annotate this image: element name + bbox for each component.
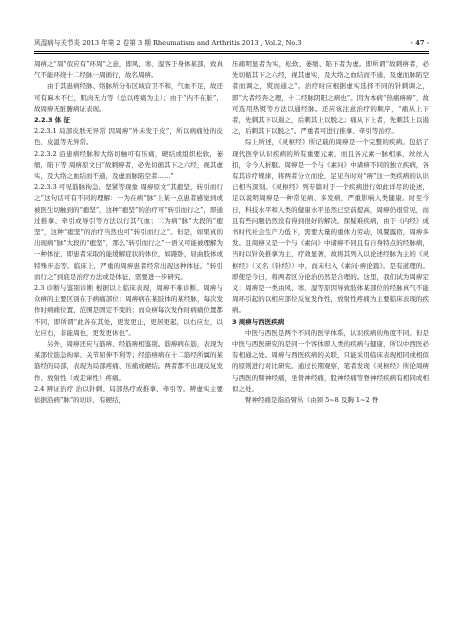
paragraph: 由于其患病经脉、络脉所分布区域营卫不和，气血不足，故还可有麻木不仁，肌肉无力等（总以疼痛为主）；由于“内不在脏”，故周痹无脏腑病证表现。 (34, 82, 223, 113)
section-heading: 2.2.3 体 征 (34, 116, 71, 125)
paragraph: 臂神经痛是指沿臂丛（由颈 5~8 及胸 1~2 脊 (245, 396, 379, 405)
paragraph: 另外，周痹还应与筋痹、经筋痹相鉴别。筋痹病在筋，表现为某部位筋急拘挛、关节屈伸不利等；经筋痹病在十二筋经所属的某筋经的局部，表现为局部疼痛、压痛或硬结。两者都不出现反复发作、放射性（或走窜性）疼痛。 (34, 340, 223, 382)
paragraph: 压痛明显者为实，松软、萎缩、陷下者为虚。即所谓“故刺痹者，必先切循其下之六经，视其虚实，及大络之血结而不通，及虚而脉陷空者而调之，熨而通之”。治疗时应根据虚实选择不同的针刺调之，即“大者经奔之理，十二经脉阴阳之病也”。因为本病“热痛痹痹”，故可选用热熨等方法以通经脉。还应该注意治疗的顺序，“痛从上下者，先刺其下以遏之，后刺其上以脱之；痛从下上者，先刺其上以遏之，后刺其下以脱之”。严重者可进行推拿、牵引等治疗。 (232, 60, 429, 136)
section-heading: 3 周痹与西医疾病 (232, 317, 285, 326)
paragraph: 中医与西医是两个不同的医学体系，认识疾病的角度不同。但是中医与西医研究的是同一个客体即人类的疾病与健康，所以中西医必有相通之处。周痹与西医疾病的关联，只能采用临床表现相同或相似的原则进行对比研究。通过长期观察，笔者发现《灵枢经》所论周痹与西医的臂神经痛，坐骨神经痛，股神经痛等脊神经疾病有相同或相似之处。 (232, 328, 429, 393)
header-rule-thin (34, 53, 429, 54)
section-paragraph: 2.3 诊断与鉴别诊断 根据以上临床表现，周痹不难诊断。周痹与众痹的主要区别在于病痛部位：周痹病在某肢体的某经脉，每次发作时病痛位置、范围是固定不变的；而众痹每次发作时病痛位置都不同，即所谓“此各在其处，更发更止，更居更起，以右应左，以左应右，非能周也，更发更休也”。 (34, 284, 223, 337)
section-paragraph: 2.4 辨证治疗 治以针刺、局部热疗或推拿、牵引等。辨虚实主要依据沿病“脉”的切诊，有硬结， (34, 384, 223, 405)
page-number: · 47 · (410, 39, 429, 47)
right-column (232, 59, 429, 406)
left-column (34, 59, 223, 406)
header-rule (34, 51, 429, 52)
paragraph: 综上所述，《灵枢经》所记载的周痹是一个完整的疾病。包括了现代医学认识疾病的所有重要元素，而且各元素一脉相承，丝丝入扣，令今人折服。周痹是一个与《素问》中诸痹不同的独立疾病，各有其诊疗规律，将两者分立而论，足见当时对“痹”这一类疾病的认识已相当深刻。《灵枢经》列专篇对于一个疾病进行如此详尽的论述，足以说明周痹是一种常见病、多发病，严重影响人类健康。时至今日，科技水平和人类的健康水平虽然已空前提高，周痹仍很常见，而且有些问题仍然没有得到很好的解决。探疑难疾病，由于《内经》成书时代社会生产力低下，需要大量的重体力劳动，风餐露宿，周痹多发。且周痹又是一个与《素问》中诸痹不同且有自身特点的经脉病，当时以针灸推拿为主，疗效显著，故将其列入以论述经脉为主的《灵枢经》（又名《针经》）中，而未归入《素问·痹论篇》。是有道理的。即使是今日，将两者区分论治仍然是合理的。这里，我们试为周痹定义：周痹是一类由风、寒、湿等原因导致肢体某部位的经脉真气不能周环引起的以相应部位反复发作性，放射性疼痛为主要临床表现的疾病。 (232, 138, 429, 315)
subsection-paragraph: 2.2.3.2 沿患病经脉和大络切触可有压痛，硬结或组织松软，萎缩，陷下等 周痹原文曰“故刺痹者，必先切循其下之六经，视其虚实，及大络之血结而不通，及虚而脉陷空者……” (34, 149, 223, 181)
journal-line: 风湿病与关节炎 2013 年第 2 卷第 3 期 Rheumatism and Arthritis 2013 , Vol.2, No.3 (34, 39, 302, 47)
subsection-paragraph: 2.2.3.1 局部皮肤无异常 因周痹“外未发于皮”，所以病痛处的皮色、皮温等无异常。 (34, 127, 223, 147)
subsection-paragraph: 2.2.3.3 可见筋脉拘急、坚紧等现象 周痹原文“其瘛坚，转引而行之”这句话可有不同的理解：一为在病“脉”上某一点患者感觉到或被医生切触到的“瘛坚”，这种“瘛坚”的治疗可“转引而行之”，即通过推拿、牵引或导引等方法以行其气血；二为病“脉”大段的“瘛坚”，这种“瘛坚”的治疗当然也可“转引而行之”。但是，如果真的出现病“脉”大段的“瘛坚”，那么“转引而行之”一语又可能被理解为一种体征，即患者采取的能缓解症状的体位，如踡卧，屈曲肢体或特殊步态等。临床上，严重的周痹患者经常出现这种体征。“转引而行之”到底是治疗方法或是体征，需要进一步研究。 (34, 183, 223, 281)
paragraph: 周痹之“周”似应有“环周”之意，即风、寒、湿客于身体某部，致真气不能环绕十二经脉一周循行，故名周痹。 (34, 60, 223, 80)
running-header (34, 37, 429, 49)
